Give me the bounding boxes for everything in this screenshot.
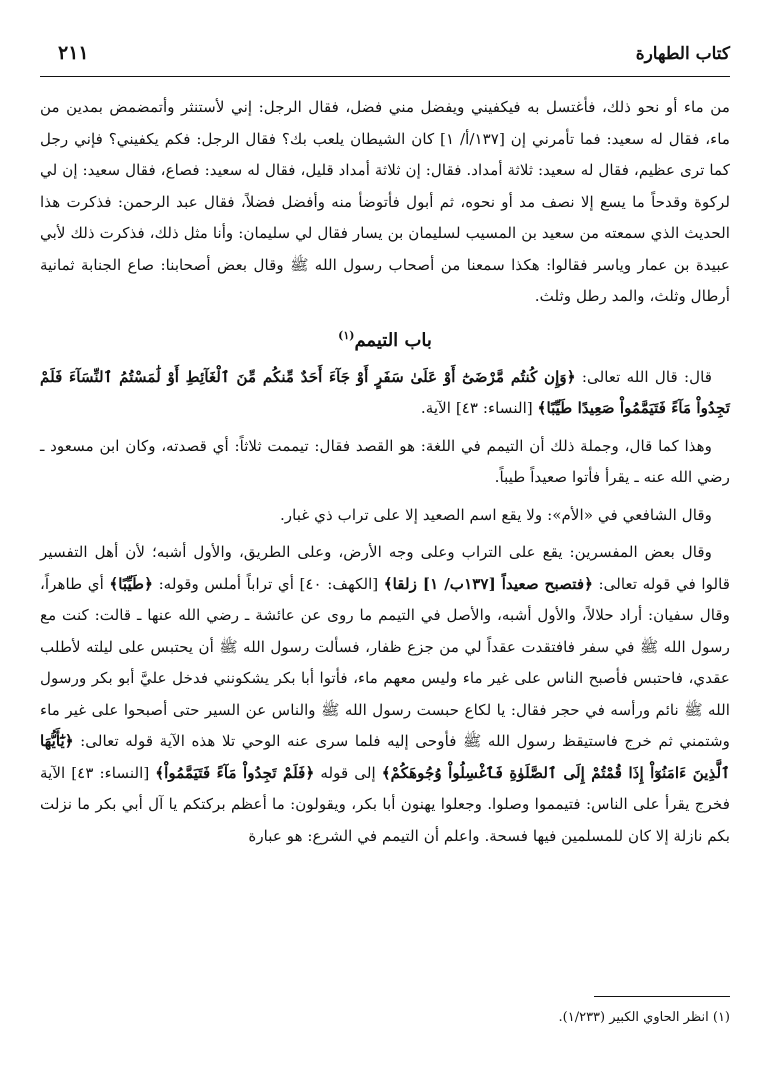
paragraph-lexical-definition: وهذا كما قال، وجملة ذلك أن التيمم في اللغة: هو القصد فقال: تيممت ثلاثاً: أي قصدته، وكان ابن مسعود ـ رضي الله عنه ـ يقرأ فأتوا صعيداً طيباً. (40, 436, 730, 486)
tafsir-text-e: [النساء: ٤٣] الآية فخرج يقرأ على الناس: فتيمموا وصلوا. وجعلوا يهنون أبا بكر، ويقولون: ما أعظم بركتكم يا آل أبي بكر ما نزلت بكم نازلة إلا كان للمسلمين فيها فسحة. واعلم أن التيمم في الشرع: هو عبارة (40, 763, 730, 845)
footnote-rule (594, 996, 730, 997)
quran-word-tayyiban: ﴿طَيِّبًا﴾ (109, 574, 154, 593)
quran-verse-maida: ﴿يَٰٓأَيُّهَا ٱلَّذِينَ ءَامَنُوٓاْ إِذَا قُمْتُمْ إِلَى ٱلصَّلَوٰةِ فَٱغْسِلُواْ وُجُوهَكُمْ﴾ (40, 732, 730, 782)
paragraph-continuation: من ماء أو نحو ذلك، فأغتسل به فيكفيني ويفضل مني فضل، فقال الرجل: إني لأستنثر وأتمضمض بمدين من ماء، فقال له سعيد: فما تأمرني إن [١٣٧/أ/ ١] كان الشيطان يلعب بك؟ فقال الرجل: فكم يكفيني؟ فإني رجل كما ترى عظيم، فقال له سعيد: ثلاثة أمداد. فقال: إن ثلاثة أمداد قليل، فقال له سعيد: فصاع، فقال سعيد: إن لي لركوة وقدحاً ما يسع إلا نصف مد أو نحوه، ثم أبول فأتوضأ منه وأفضل فضلاً، فقال عبد الرحمن: فذكرت هذا الحديث الذي سمعته من سعيد بن المسيب لسليمان بن يسار فقال لي سليمان: وأنا مثل ذلك، فذكرت ذلك لأبي عبيدة بن عمار وياسر فقالوا: هكذا سمعنا من أصحاب رسول الله ﷺ وقال بعض أصحابنا: صاع الجنابة ثمانية أرطال وثلث، والمد رطل وثلث. (40, 98, 731, 305)
page-number: ٢١١ (58, 42, 89, 64)
quran-verse-kahf: ﴿فتصبح صعيداً [١٣٧ب/ ١] زلقا﴾ (383, 574, 593, 593)
quran-verse: ﴿وَإِن كُنتُم مَّرْضَىٰٓ أَوْ عَلَىٰ سَفَرٍ أَوْ جَآءَ أَحَدٌ مِّنكُم مِّنَ ٱلْغَآئِطِ أَوْ لَٰمَسْتُمُ ٱلنِّسَآءَ فَلَمْ تَجِدُواْ مَآءً فَتَيَمَّمُواْ صَعِيدًا طَيِّبًا﴾ (40, 367, 730, 417)
tafsir-text-b: [الكهف: ٤٠] أي تراباً أملس وقوله: (158, 574, 379, 593)
section-title-text: باب التيمم (354, 329, 432, 351)
document-page (40, 34, 730, 1064)
section-title (40, 319, 730, 358)
verse-intro-text: قال: قال الله تعالى: (581, 367, 713, 386)
footnote: (١) انظر الحاوي الكبير (١/٢٣٣). (558, 1010, 730, 1025)
header-rule (40, 76, 730, 77)
paragraph-verse-intro (40, 362, 730, 425)
running-header (40, 34, 730, 74)
paragraph-tafsir (40, 537, 730, 852)
book-title: كتاب الطهارة (635, 44, 730, 64)
paragraph-shafii-quote: وقال الشافعي في «الأم»: ولا يقع اسم الصعيد إلا على تراب ذي غبار. (279, 505, 712, 524)
tafsir-text-d: إلى قوله (320, 763, 376, 782)
tafsir-text-a: وقال بعض المفسرين: يقع على التراب وعلى وجه الأرض، وعلى الطريق، والأول أشبه؛ لأن أهل التفسير قالوا في قوله تعالى: (40, 543, 730, 593)
tafsir-text-c: أي طاهراً، وقال سفيان: أراد حلالاً، والأول أشبه، والأصل في التيمم ما روى عن عائشة ـ رضي الله عنها ـ قالت: كنت مع رسول الله ﷺ في سفر فافتقدت عقداً لي من جزع ظفار، فسألت رسول الله ﷺ أن يحتبس على ليلته لأطلب عقدي، فاحتبس فأصبح الناس على غير ماء وليس معهم ماء، فأتوا أبا بكر يشكونني فدخل عليَّ أبو بكر ورسول الله ﷺ نائم ورأسه في حجر فقال: يا لكاع حبست رسول الله ﷺ والناس عن السير حتى أصبحوا على غير ماء وشتمني ثم خرج فاستيقظ رسول الله ﷺ فأوحى إليه فلما سرى عنه الوحي تلا هذه الآية قوله تعالى: (40, 574, 731, 750)
verse-reference: [النساء: ٤٣] الآية. (420, 399, 533, 417)
page-body (40, 92, 730, 858)
quran-verse-tayammum: ﴿فَلَمْ تَجِدُواْ مَآءً فَتَيَمَّمُواْ﴾ (155, 763, 315, 782)
footnote-marker: (١) (338, 328, 355, 342)
